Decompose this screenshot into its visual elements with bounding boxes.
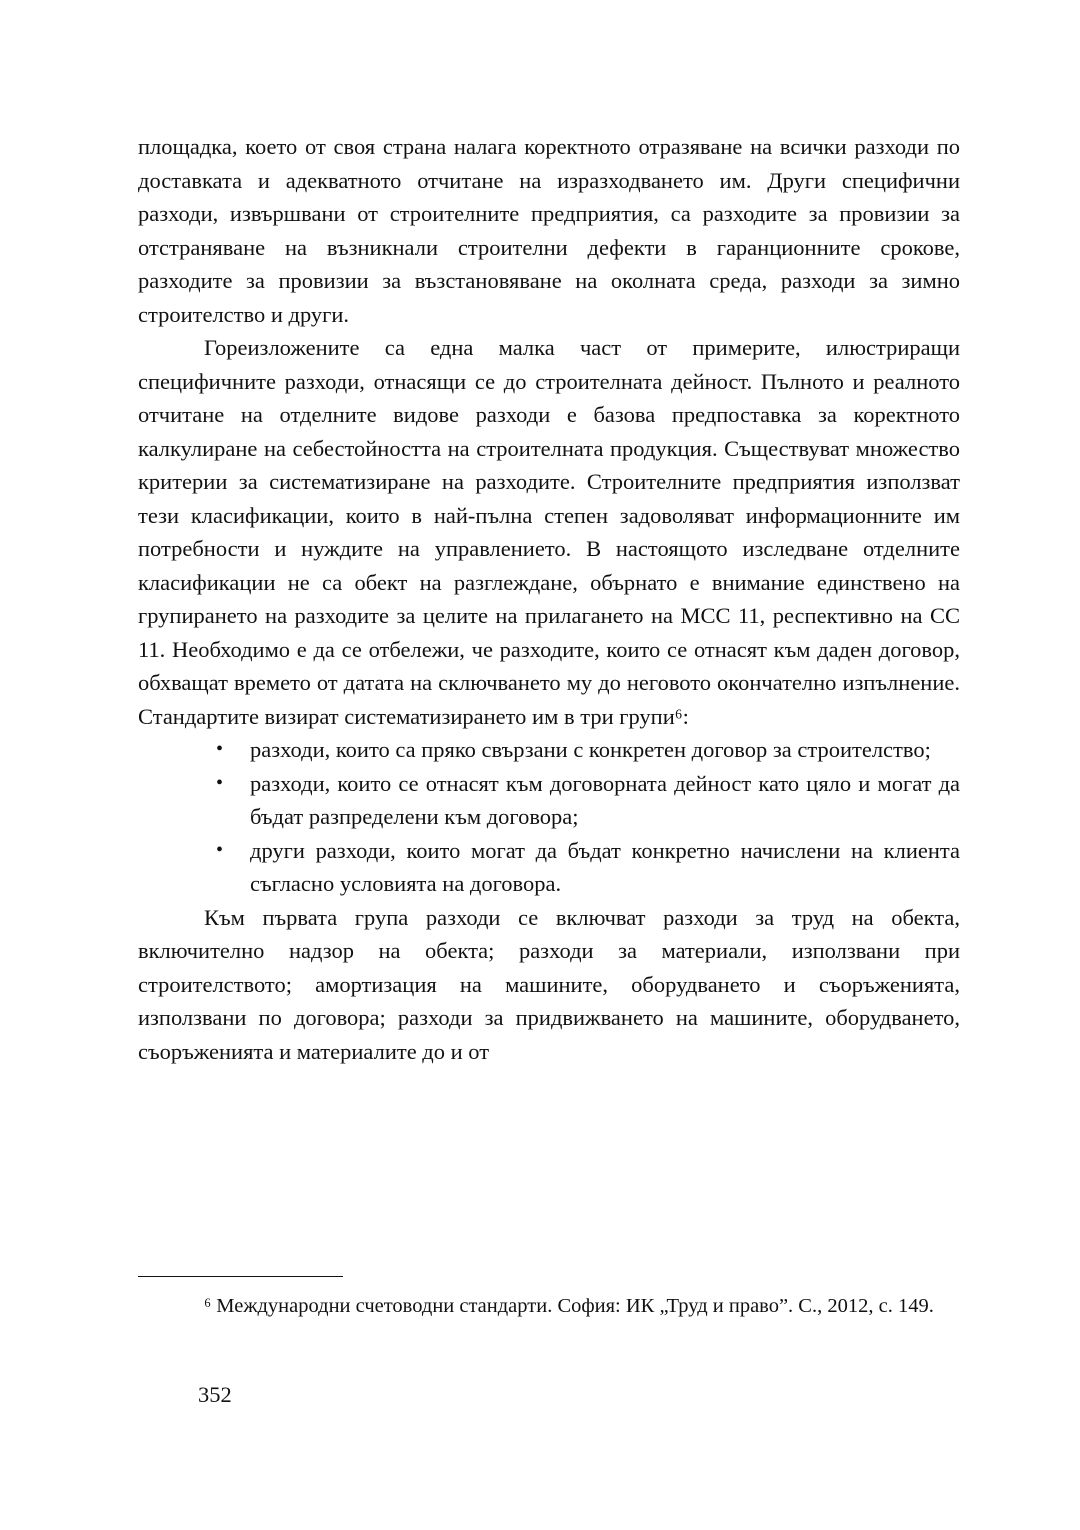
paragraph-continuation: площадка, което от своя страна налага коректното отразяване на всички разходи по доставката и адекватното отчитане на изразходването им. Други специфични разходи, извършвани от строителните предприятия, са разходите за провизии за отстраняване на възникнали строителни дефекти в гаранционните срокове, разходите за провизии за възстановяване на околната среда, разходи за зимно строителство и други.: [138, 134, 960, 327]
footnote-divider: [138, 1276, 343, 1277]
list-item-text: разходи, които се отнасят към договорната дейност като цяло и могат да бъдат разпределени към договора;: [250, 770, 960, 829]
bullet-icon: •: [216, 738, 224, 760]
paragraph: Гореизложените са една малка част от примерите, илюстриращи специфичните разходи, отнасящи се до строителната дейност. Пълното и реалното отчитане на отделните видове разходи е базова предпоставка за коректното калкулиране на себестойността на строителната продукция. Съществуват множество критерии за систематизиране на разходите. Строителните предприятия използват тези класификации, които в най-пълна степен задоволяват информационните им потребности и нуждите на управлението. В настоящото изследване отделните класификации не са обект на разглеждане, обърнато е внимание единствено на групирането на разходите за целите на прилагането на МСС 11, респективно на СС 11. Необходимо е да се отбележи, че разходите, които се отнасят към даден договор, обхващат времето от датата на сключването му до неговото окончателно изпълнение. Стандартите визират систематизирането им в три групи⁶:: [138, 335, 960, 729]
list-item-text: разходи, които са пряко свързани с конкретен договор за строителство;: [250, 737, 931, 762]
bullet-icon: •: [216, 838, 224, 861]
text-block: [138, 130, 960, 1068]
list-item: [216, 834, 960, 901]
list-item-text: други разходи, които могат да бъдат конкретно начислени на клиента съгласно условията на договора.: [250, 837, 960, 896]
paragraph: Към първата група разходи се включват разходи за труд на обекта, включително надзор на обекта; разходи за материали, използвани при строителството; амортизация на машините, оборудването и съоръженията, използвани по договора; разходи за придвижването на машините, оборудването, съоръженията и материалите до и от: [138, 904, 960, 1064]
list-item: [216, 733, 960, 767]
list-item: [216, 767, 960, 834]
bullet-list: [138, 733, 960, 901]
page-number: 352: [198, 1382, 232, 1407]
bullet-icon: •: [216, 771, 224, 794]
footnote-section: [138, 1276, 960, 1322]
footnote: ⁶ Международни счетоводни стандарти. София: ИК „Труд и право”. С., 2012, с. 149.: [204, 1295, 934, 1317]
